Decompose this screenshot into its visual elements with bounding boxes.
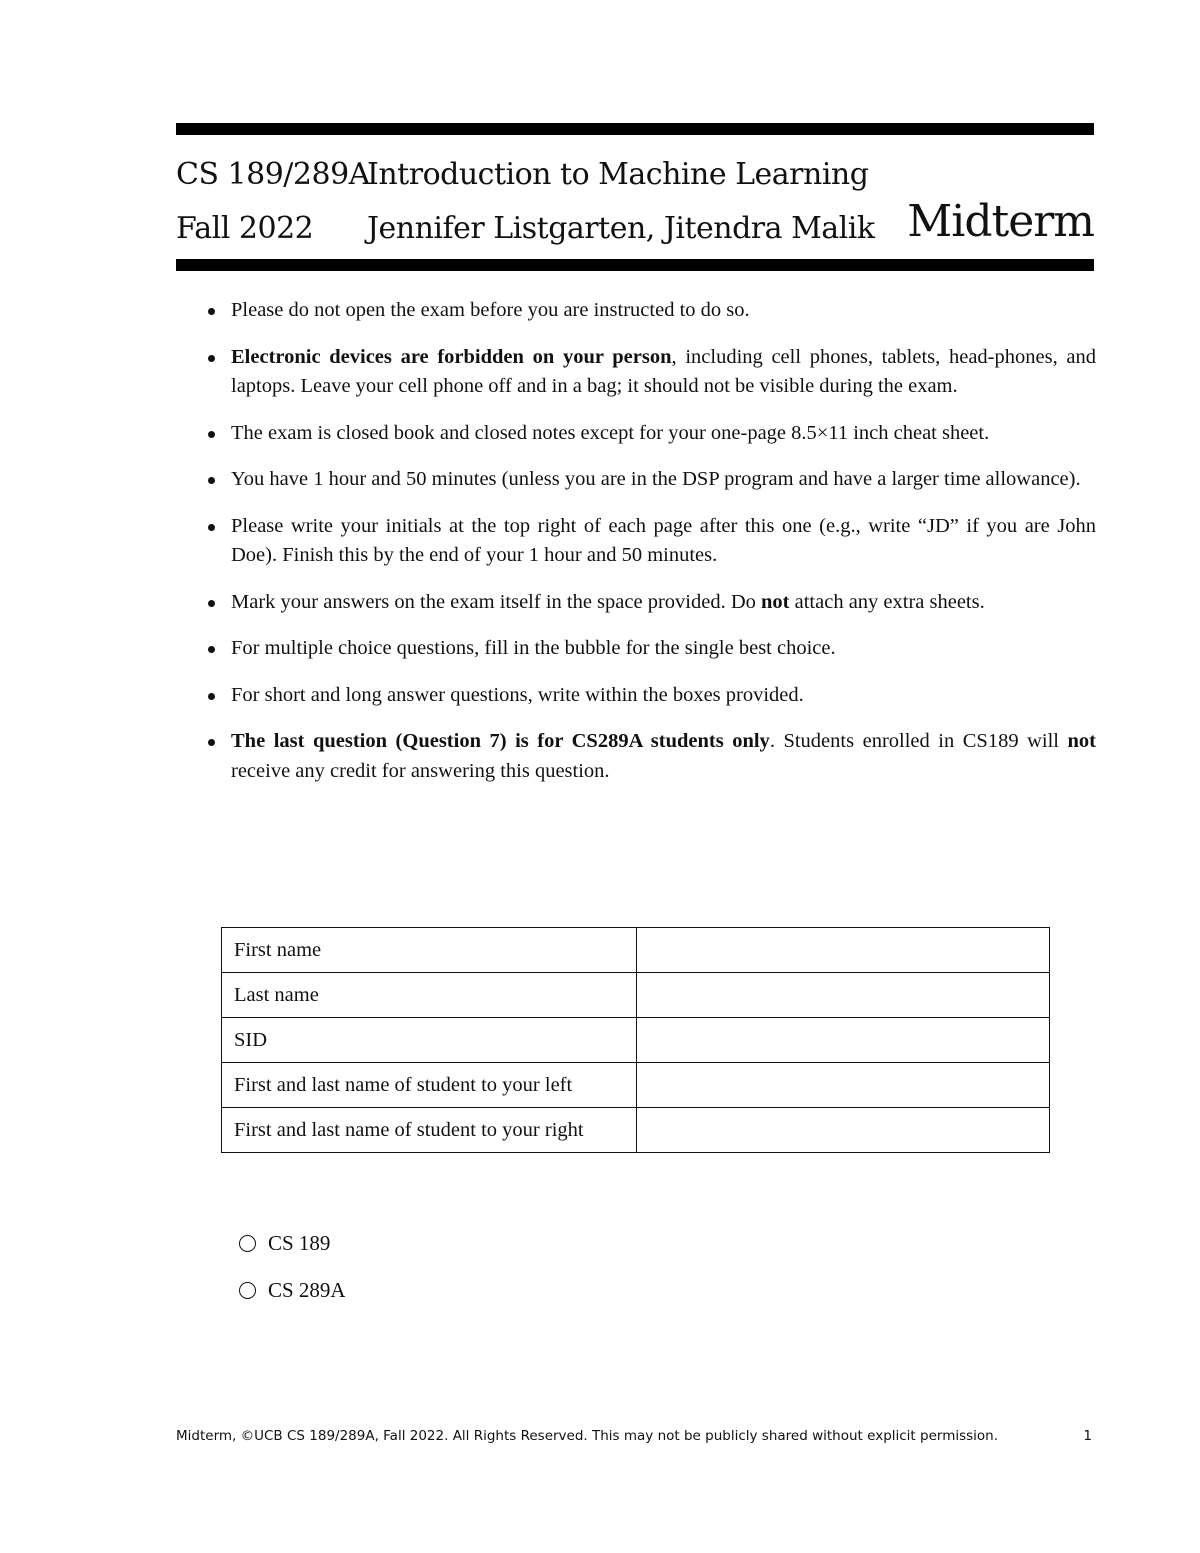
instruction-emphasis: not — [761, 590, 790, 613]
bullet-icon — [208, 355, 215, 362]
instruction-emphasis: The last question (Question 7) is for CS289A students only — [231, 730, 770, 752]
header-bottom-rule — [176, 259, 1094, 271]
radio-bubble-icon[interactable] — [239, 1235, 256, 1252]
instruction-text: Please do not open the exam before you are instructed to do so. — [231, 299, 750, 321]
field-label: Last name — [222, 973, 637, 1018]
exam-type: Midterm — [907, 196, 1094, 247]
instruction-text: . Students enrolled in CS189 will — [769, 730, 1068, 752]
field-label: First name — [222, 928, 637, 973]
field-label: First and last name of student to your right — [222, 1108, 637, 1153]
student-info-table — [221, 927, 1050, 1153]
page-number: 1 — [1083, 1428, 1092, 1444]
course-code: CS 189/289A — [176, 157, 370, 192]
field-entry-box[interactable] — [637, 1108, 1050, 1153]
bullet-icon — [208, 600, 215, 607]
bullet-icon — [208, 524, 215, 531]
course-choice[interactable] — [239, 1275, 346, 1305]
footer-copyright: Midterm, ©UCB CS 189/289A, Fall 2022. All Rights Reserved. This may not be publicly shared without explicit permission. — [176, 1428, 999, 1444]
instruction-text: You have 1 hour and 50 minutes (unless you are in the DSP program and have a larger time allowance). — [231, 468, 1081, 490]
bullet-icon — [208, 477, 215, 484]
instruction-text: Please write your initials at the top right of each page after this one (e.g., write “JD” if you are John Doe). Finish this by the end of your 1 hour and 50 minutes. — [231, 514, 1096, 566]
bullet-icon — [208, 739, 215, 746]
instruction-text: For short and long answer questions, write within the boxes provided. — [231, 683, 804, 706]
field-entry-box[interactable] — [637, 1018, 1050, 1063]
header-top-rule — [176, 123, 1094, 135]
field-entry-box[interactable] — [637, 1063, 1050, 1108]
bullet-icon — [208, 431, 215, 438]
course-choice-group — [239, 1228, 346, 1322]
choice-label: CS 189 — [268, 1230, 331, 1255]
field-label: First and last name of student to your left — [222, 1063, 637, 1108]
bullet-icon — [208, 646, 215, 653]
instruction-text: , including cell phones, tablets, head-phones, and laptops. Leave your cell phone off and in a bag; it should not be visible during the exam. — [231, 345, 1096, 397]
instruction-emphasis: not — [1067, 730, 1097, 752]
instruction-item — [206, 343, 1096, 402]
instruction-item — [206, 296, 1096, 326]
instructors: Jennifer Listgarten, Jitendra Malik — [367, 211, 875, 246]
instruction-text: Mark your answers on the exam itself in the space provided. Do — [231, 590, 762, 613]
table-row — [222, 973, 1050, 1018]
table-row — [222, 1108, 1050, 1153]
instruction-item — [206, 512, 1096, 571]
instruction-text: For multiple choice questions, fill in the bubble for the single best choice. — [231, 637, 836, 659]
instruction-text: attach any extra sheets. — [789, 590, 985, 613]
instruction-item — [206, 681, 1096, 711]
field-label: SID — [222, 1018, 637, 1063]
course-choice[interactable] — [239, 1228, 346, 1258]
field-entry-box[interactable] — [637, 973, 1050, 1018]
radio-bubble-icon[interactable] — [239, 1282, 256, 1299]
instruction-item — [206, 588, 1096, 618]
table-row — [222, 1018, 1050, 1063]
field-entry-box[interactable] — [637, 928, 1050, 973]
table-row — [222, 1063, 1050, 1108]
instructions-list — [206, 296, 1096, 803]
instruction-item — [206, 634, 1096, 664]
term: Fall 2022 — [176, 211, 314, 246]
instruction-text: The exam is closed book and closed notes except for your one-page 8.5×11 inch cheat sheet. — [231, 421, 990, 444]
instruction-item — [206, 465, 1096, 495]
instruction-item — [206, 419, 1096, 449]
instruction-text: receive any credit for answering this question. — [231, 759, 610, 782]
choice-label: CS 289A — [268, 1277, 346, 1302]
bullet-icon — [208, 308, 215, 315]
instruction-emphasis: Electronic devices are forbidden on your person — [231, 345, 672, 368]
instruction-item — [206, 727, 1096, 786]
bullet-icon — [208, 693, 215, 700]
course-title: Introduction to Machine Learning — [367, 157, 869, 192]
table-row — [222, 928, 1050, 973]
